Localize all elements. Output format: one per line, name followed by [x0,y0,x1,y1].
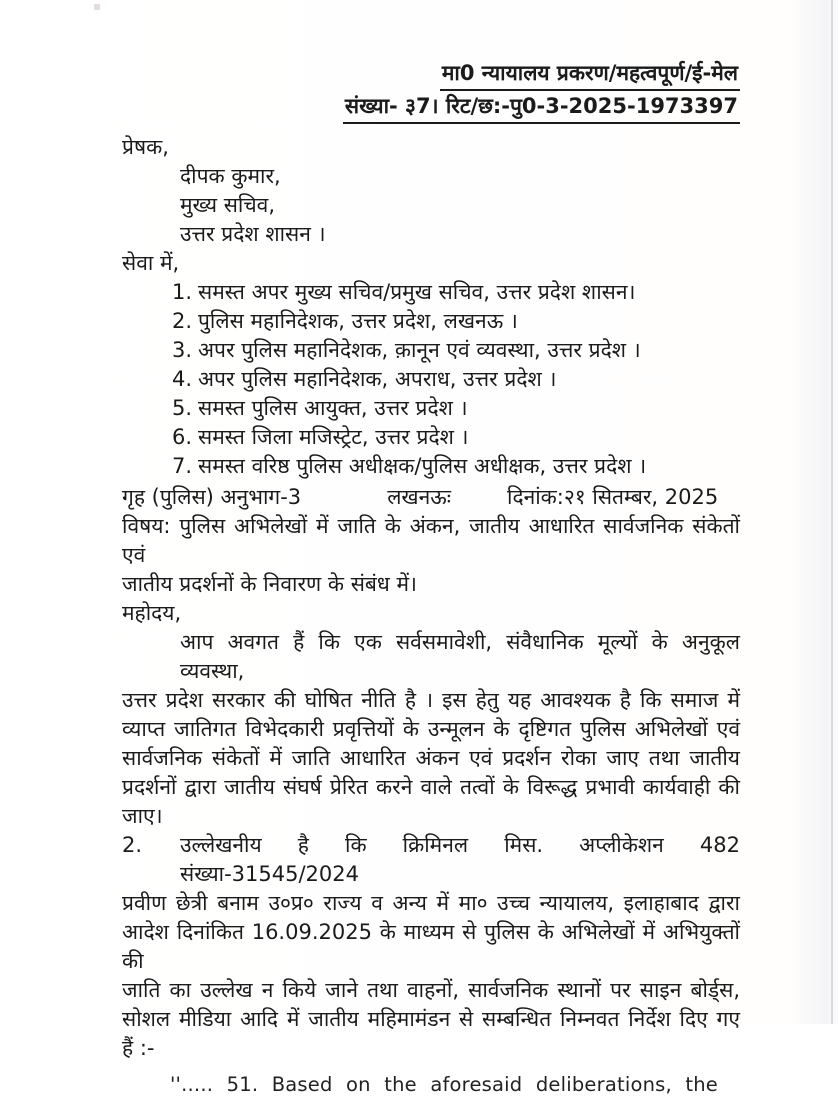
recipient-text: समस्त वरिष्ठ पुलिस अधीक्षक/पुलिस अधीक्षक, उत्तर प्रदेश । [198,454,647,478]
header-classification: मा0 न्यायालय प्रकरण/महत्वपूर्ण/ई-मेल [440,58,740,91]
recipient-number: 6. [172,425,193,449]
recipient-number: 1. [172,280,193,304]
para1-line: व्याप्त जातिगत विभेदकारी प्रवृत्तियों के उन्मूलन के दृष्टिगत पुलिस अभिलेखों एवं [122,717,740,741]
recipient-item [172,394,740,423]
scan-artifact-mark [94,4,100,10]
letter-date: दिनांक:२१ सितम्बर, 2025 [507,485,719,509]
department-section: गृह (पुलिस) अनुभाग-3 [122,485,302,509]
para2-line: आदेश दिनांकित 16.09.2025 के माध्यम से पुलिस के अभिलेखों में अभियुक्तों की [122,920,740,973]
letter-content [122,58,740,1099]
subject-line-1: विषय: पुलिस अभिलेखों में जाति के अंकन, जातीय आधारित सार्वजनिक संकेतों एवं [122,514,740,567]
recipient-text: समस्त अपर मुख्य सचिव/प्रमुख सचिव, उत्तर प्रदेश शासन। [198,280,636,304]
para2-text: उल्लेखनीय है कि क्रिमिनल मिस. अप्लीकेशन 482 संख्या-31545/2024 [180,833,740,886]
sender-name: दीपक कुमार, [180,164,281,188]
para1-line: प्रदर्शनों द्वारा जातीय संघर्ष प्रेरित करने वाले तत्वों के विरूद्ध प्रभावी कार्यवाही की [122,775,740,799]
para2-line: जाति का उल्लेख न किये जाने तथा वाहनों, सार्वजनिक स्थानों पर साइन बोर्ड्स, [122,978,740,1002]
para2-number: 2. [122,833,143,857]
sender-org: उत्तर प्रदेश शासन । [180,222,326,246]
recipients-list [172,278,740,481]
para2-line: प्रवीण छेत्री बनाम उ०प्र० राज्य व अन्य में मा० उच्च न्यायालय, इलाहाबाद द्वारा [122,891,740,915]
recipient-number: 5. [172,396,193,420]
page-edge-shadow [831,0,833,1024]
recipient-text: पुलिस महानिदेशक, उत्तर प्रदेश, लखनऊ । [198,309,518,333]
para1-line: आप अवगत हैं कि एक सर्वसमावेशी, संवैधानिक मूल्यों के अनुकूल व्यवस्था, [180,630,740,683]
sender-label: प्रेषक, [122,135,169,159]
section-meta-row [122,483,740,512]
court-order-quote: ''..... 51. Based on the aforesaid deliberations, the [170,1073,718,1096]
recipient-text: समस्त जिला मजिस्ट्रेट, उत्तर प्रदेश । [198,425,469,449]
recipient-item [172,365,740,394]
header-reference-number: संख्या- ३7। रिट/छ:-पु0-3-2025-1973397 [343,91,740,124]
letter-place: लखनऊः [387,485,451,509]
recipient-text: समस्त पुलिस आयुक्त, उत्तर प्रदेश । [198,396,468,420]
recipient-number: 7. [172,454,193,478]
paragraph-1 [122,628,740,831]
recipient-text: अपर पुलिस महानिदेशक, अपराध, उत्तर प्रदेश । [198,367,557,391]
recipients-label: सेवा में, [122,251,180,275]
para1-line: जाए। [122,804,163,828]
para2-first-line [122,831,740,889]
sender-designation: मुख्य सचिव, [180,193,276,217]
subject-line-2: जातीय प्रदर्शनों के निवारण के संबंध में। [122,572,417,596]
recipient-item [172,336,740,365]
recipient-number: 3. [172,338,193,362]
letter-header [122,58,740,124]
recipient-text: अपर पुलिस महानिदेशक, क़ानून एवं व्यवस्था, उत्तर प्रदेश । [198,338,641,362]
recipient-item [172,307,740,336]
para1-line: सार्वजनिक संकेतों में जाति आधारित अंकन एवं प्रदर्शन रोका जाए तथा जातीय [122,746,740,770]
recipient-item [172,278,740,307]
recipient-item [172,423,740,452]
para2-line: हैं :- [122,1036,155,1060]
recipient-number: 4. [172,367,193,391]
recipient-number: 2. [172,309,193,333]
para2-line: सोशल मीडिया आदि में जातीय महिमामंडन से सम्बन्धित निम्नवत निर्देश दिए गए [122,1007,740,1031]
recipient-item [172,452,740,481]
paragraph-2 [122,831,740,1063]
para1-line: उत्तर प्रदेश सरकार की घोषित नीति है । इस हेतु यह आवश्यक है कि समाज में [122,688,740,712]
salutation: महोदय, [122,601,182,625]
